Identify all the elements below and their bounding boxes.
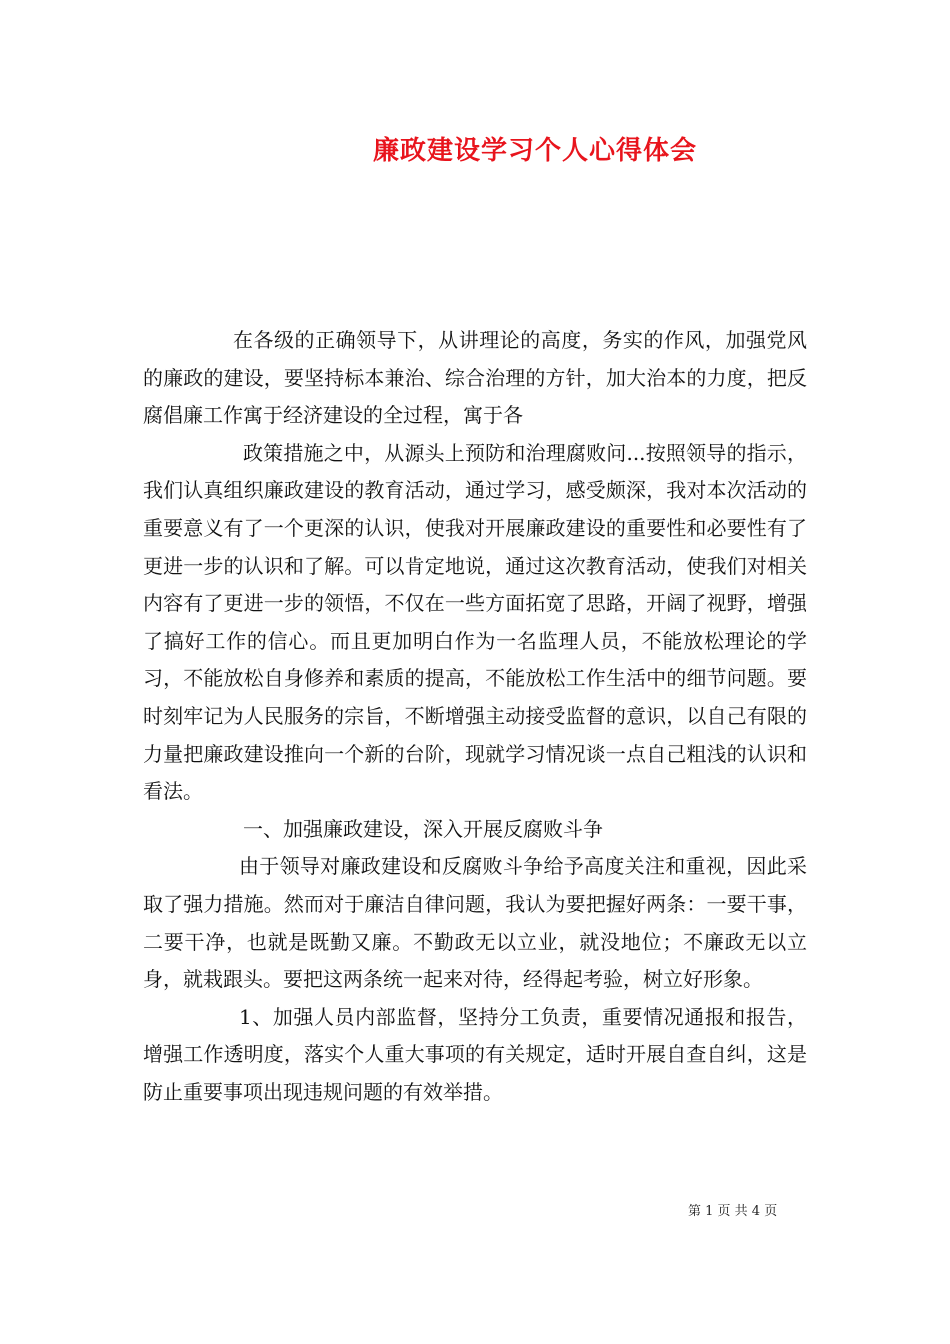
page-number-footer: 第 1 页 共 4 页 [688,1204,778,1219]
paragraph-3: 由于领导对廉政建设和反腐败斗争给予高度关注和重视，因此采取了强力措施。然而对于廉洁自律问题，我认为要把握好两条：一要干事，二要干净，也就是既勤又廉。不勤政无以立业，就没地位；不廉政无以立身，就栽跟头。要把这两条统一起来对待，经得起考验，树立好形象。 [143,854,807,992]
document-body [143,322,807,1111]
paragraph-1: 在各级的正确领导下，从讲理论的高度，务实的作风，加强党风的廉政的建设，要坚持标本兼治、综合治理的方针，加大治本的力度，把反腐倡廉工作寓于经济建设的全过程，寓于各 [143,328,807,428]
paragraph-2: 政策措施之中，从源头上预防和治理腐败问...按照领导的指示，我们认真组织廉政建设的教育活动，通过学习，感受颇深，我对本次活动的重要意义有了一个更深的认识，使我对开展廉政建设的重要性和必要性有了更进一步的认识和了解。可以肯定地说，通过这次教育活动，使我们对相关内容有了更进一步的领悟，不仅在一些方面拓宽了思路，开阔了视野，增强了搞好工作的信心。而且更加明白作为一名监理人员，不能放松理论的学习，不能放松自身修养和素质的提高，不能放松工作生活中的细节问题。要时刻牢记为人民服务的宗旨，不断增强主动接受监督的意识，以自己有限的力量把廉政建设推向一个新的台阶，现就学习情况谈一点自己粗浅的认识和看法。 [143,440,807,804]
paragraph-4: 1、加强人员内部监督，坚持分工负责，重要情况通报和报告，增强工作透明度，落实个人重大事项的有关规定，适时开展自查自纠，这是防止重要事项出现违规问题的有效举措。 [143,1004,807,1104]
section-heading-1: 一、加强廉政建设，深入开展反腐败斗争 [243,816,603,841]
document-title: 廉政建设学习个人心得体会 [372,136,697,166]
